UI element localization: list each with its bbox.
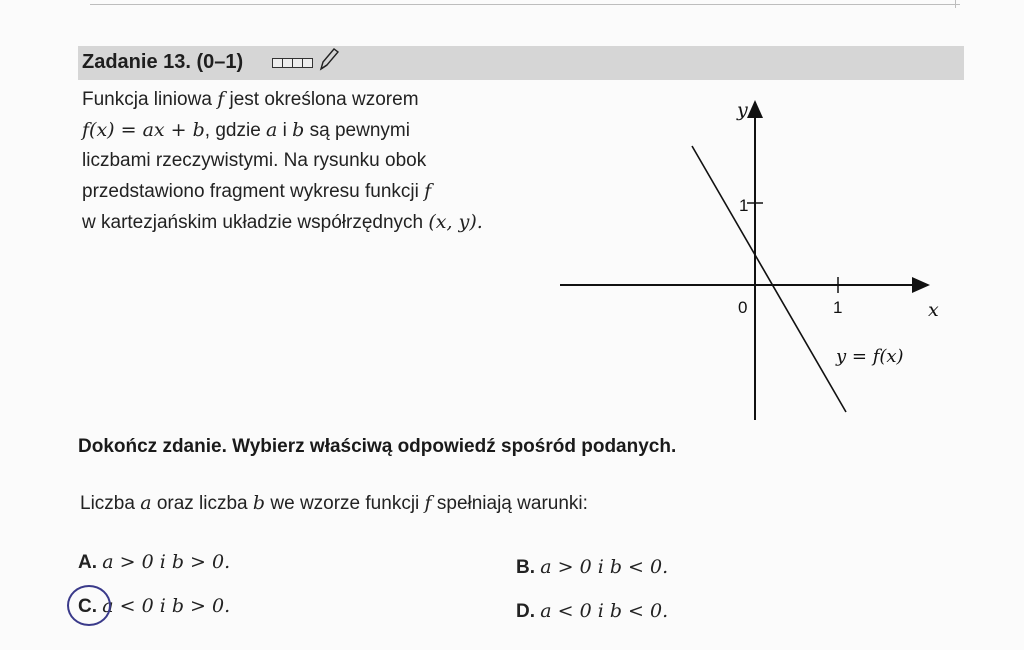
option-text: a < 0 i b > 0. <box>102 595 231 617</box>
option-d[interactable] <box>516 600 668 623</box>
question-part: oraz liczba <box>156 493 248 514</box>
intro-line-2 <box>82 115 552 146</box>
option-text: a > 0 i b < 0. <box>540 556 669 578</box>
function-line <box>692 146 846 412</box>
option-text: a > 0 i b > 0. <box>102 551 231 573</box>
math-var-f: f <box>424 492 432 514</box>
task-intro <box>82 84 552 238</box>
x-axis-label: x <box>928 299 939 321</box>
math-var-b: b <box>252 492 266 514</box>
y-axis-label: y <box>737 99 748 121</box>
option-letter: B. <box>516 557 535 578</box>
pencil-icon <box>318 46 340 72</box>
top-border-line <box>90 0 960 5</box>
question-part: we wzorze funkcji <box>270 493 420 514</box>
instruction: Dokończ zdanie. Wybierz właściwą odpowiedź spośród podanych. <box>78 436 677 457</box>
origin-label: 0 <box>738 298 748 317</box>
intro-line-1 <box>82 84 552 115</box>
option-text: a < 0 i b < 0. <box>540 600 669 622</box>
intro-text: są pewnymi <box>309 120 410 141</box>
option-a[interactable] <box>78 551 230 574</box>
score-box <box>302 58 313 68</box>
option-b[interactable] <box>516 556 668 579</box>
function-graph <box>540 90 960 425</box>
intro-line-3: liczbami rzeczywistymi. Na rysunku obok <box>82 150 427 171</box>
option-letter: C. <box>78 596 97 617</box>
y-tick-label: 1 <box>739 196 749 215</box>
math-var-f: f <box>217 88 225 110</box>
x-tick-label: 1 <box>833 298 843 317</box>
intro-text: , gdzie <box>204 120 261 141</box>
task-title: Zadanie 13. (0–1) <box>82 51 244 73</box>
function-label: y = f(x) <box>836 346 904 367</box>
intro-text: i <box>282 120 287 141</box>
function-formula: f(x) = ax + b <box>82 119 205 141</box>
score-boxes <box>272 58 312 68</box>
intro-text: Funkcja liniowa <box>82 89 212 110</box>
intro-text: jest określona wzorem <box>229 89 419 110</box>
intro-text: przedstawiono fragment wykresu funkcji <box>82 181 419 202</box>
coordinate-pair: (x, y). <box>428 211 483 233</box>
intro-text: w kartezjańskim układzie współrzędnych <box>82 212 424 233</box>
question-part: spełniają warunki: <box>436 493 588 514</box>
intro-line-5 <box>82 207 552 238</box>
question-text <box>80 492 588 515</box>
selected-answer-circle <box>67 585 111 626</box>
math-var-f: f <box>424 180 432 202</box>
math-var-a: a <box>140 492 152 514</box>
math-var-a: a <box>266 119 278 141</box>
question-part: Liczba <box>80 493 135 514</box>
top-border-corner <box>955 0 962 8</box>
math-var-b: b <box>292 119 305 141</box>
option-letter: A. <box>78 552 97 573</box>
intro-line-4 <box>82 176 552 207</box>
option-letter: D. <box>516 601 535 622</box>
